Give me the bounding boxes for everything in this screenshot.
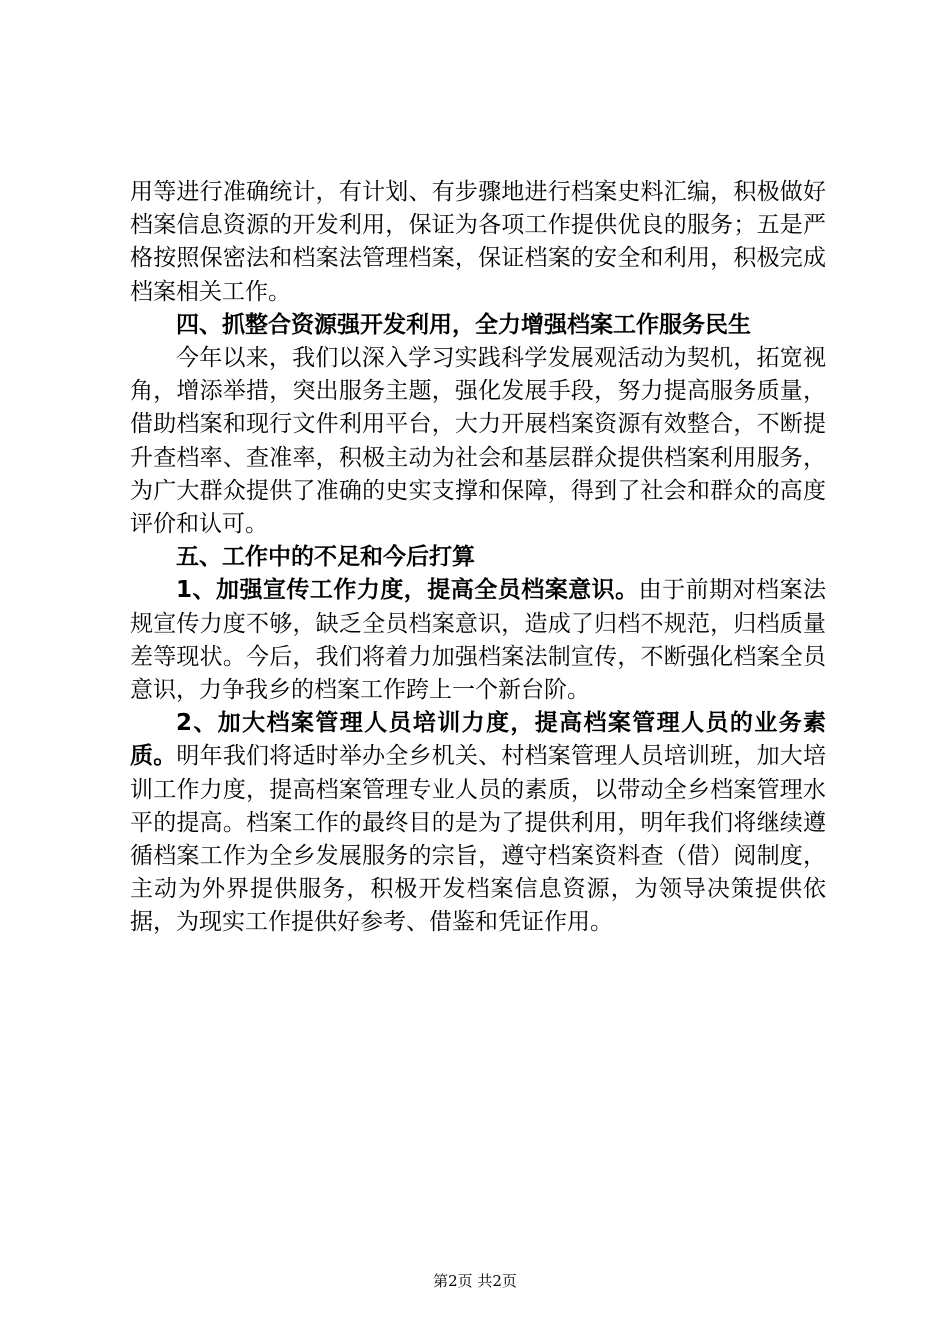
list-item-1 bbox=[130, 574, 826, 707]
document-body bbox=[130, 176, 826, 940]
list-item-2-title: 2、加大档案管理人员培训力度，提高档案管理人员的业务素质。 bbox=[130, 710, 826, 770]
list-item-2 bbox=[130, 707, 826, 939]
list-item-2-text: 明年我们将适时举办全乡机关、村档案管理人员培训班，加大培训工作力度，提高档案管理专业人员的素质，以带动全乡档案管理水平的提高。档案工作的最终目的是为了提供利用，明年我们将继续遵循档案工作为全乡发展服务的宗旨，遵守档案资料查（借）阅制度，主动为外界提供服务，积极开发档案信息资源，为领导决策提供依据，为现实工作提供好参考、借鉴和凭证作用。 bbox=[130, 743, 827, 936]
page-footer: 第2页 共2页 bbox=[433, 1272, 517, 1290]
section-heading-4: 四、抓整合资源强开发利用，全力增强档案工作服务民生 bbox=[176, 311, 751, 338]
list-item-1-text: 由于前期对档案法规宣传力度不够，缺乏全员档案意识，造成了归档不规范，归档质量差等现状。今后，我们将着力加强档案法制宣传，不断强化档案全员意识，力争我乡的档案工作跨上一个新台阶。 bbox=[130, 577, 826, 704]
paragraph-continued: 用等进行准确统计，有计划、有步骤地进行档案史料汇编，积极做好档案信息资源的开发利用，保证为各项工作提供优良的服务；五是严格按照保密法和档案法管理档案，保证档案的安全和利用，积极完成档案相关工作。 bbox=[130, 179, 826, 305]
section-heading-5: 五、工作中的不足和今后打算 bbox=[176, 544, 475, 571]
list-item-1-title: 1、加强宣传工作力度，提高全员档案意识。 bbox=[176, 577, 639, 604]
paragraph-section-4: 今年以来，我们以深入学习实践科学发展观活动为契机，拓宽视角，增添举措，突出服务主题，强化发展手段，努力提高服务质量，借助档案和现行文件利用平台，大力开展档案资源有效整合，不断提升查档率、查准率，积极主动为社会和基层群众提供档案利用服务，为广大群众提供了准确的史实支撑和保障，得到了社会和群众的高度评价和认可。 bbox=[130, 345, 826, 538]
